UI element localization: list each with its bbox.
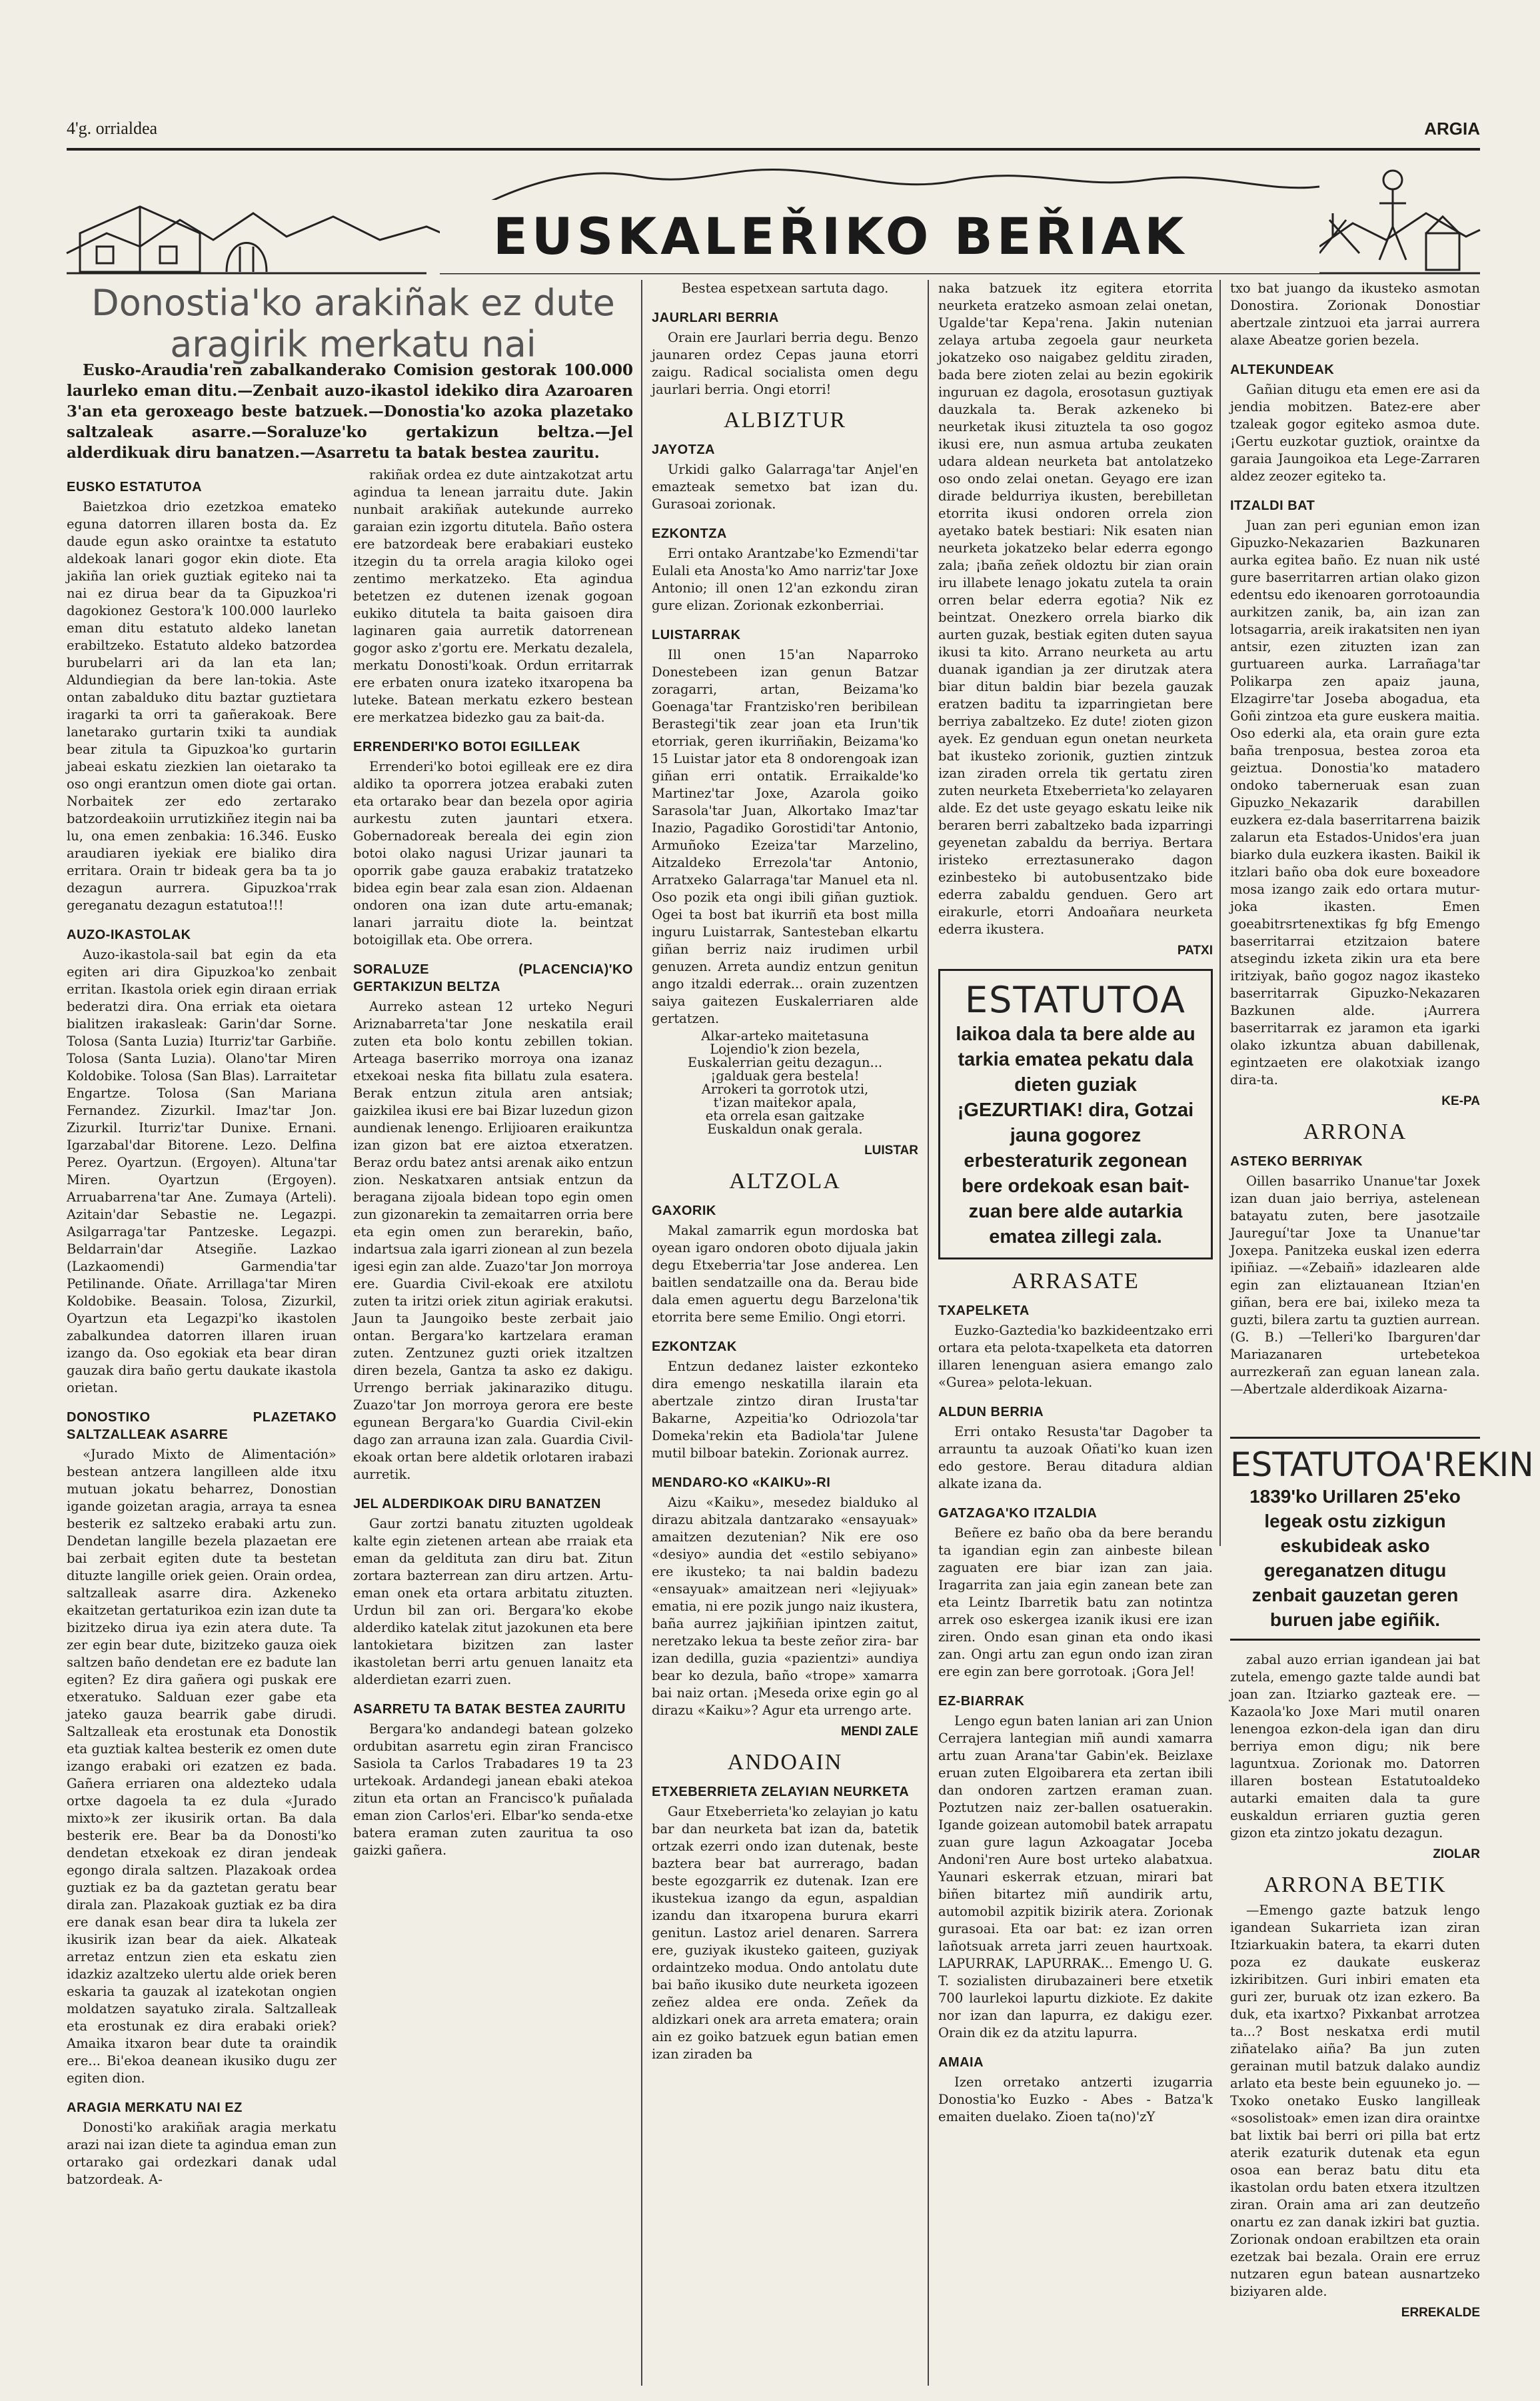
article-text: —Emengo gazte batzuk lengo igandean Sukarrieta izan ziran Itziarkuakin batera, ta ekarri duten poza ez daukate euskeraz izkiribitzen. Guri inbiri ematen eta guri zer, buruak otz izan ezkero. Ba duk, eta ixartxo? Pixkanbat arrotzea ta...? Bost neskatxa erdi mutil ziñatelako aiña? Ba jun zuten gerainan mutil batzuk dalako aundiz arlato eta beste bein eguuneko jo. —Txoko onetako Eusko langilleak «sosolistoak» emen izan dira oraintxe bat lixtik bai berri ori pilla bat ertz aterik ezaturik dutenak eta egun osoa ean beraz batu ditu eta ikastolan ordu baten etxera itzultzen ziran. Orain ama ari zan deutzeño onartu ez zan danak izkiri bat guztia. Zorionak ondoan erabiltzen eta orain ezetzak bai bezala. Orain ere erruz nutzaren egun batean ausnartzeko biziyaren alde. [1230, 1903, 1480, 2299]
statute-anniversary-box [1230, 1437, 1534, 1641]
article-text: Entzun dedanez laister ezkonteko dira emengo neskatilla ilarain eta abertzale zintzo diran Irusta'tar Bakarne, Azpeitia'ko Odriozola'tar Domeka'rekin eta Badiola'tar Julene mutil bilboar batekin. Zorionak aurrez. [652, 1359, 918, 1461]
town-heading: ALBIZTUR [723, 408, 847, 432]
article-text: Donosti'ko arakiñak aragia merkatu arazi nai izan diete ta agindua eman zun ortarako gai ordezkari danak udal batzordeak. A- [67, 2120, 337, 2187]
article-text: Orain ere Jaurlari berria degu. Benzo jaunaren ordez Cepas jauna etorri zaigu. Radical socialista omen degu jaurlari berria. Ongi etorri! [652, 330, 918, 397]
article-text: Bestea espetxean sartuta dago. [681, 281, 889, 296]
statbox-title: ESTATUTOA'REKIN [1230, 1445, 1534, 1484]
author-signature: KE-PA [1441, 1094, 1480, 1108]
column-4 [938, 280, 1213, 2386]
column-2 [353, 466, 633, 2386]
section-heading: EUSKO ESTATUTOA [67, 480, 203, 494]
lead-deck-box [67, 360, 633, 466]
lead-deck: Eusko-Araudia'ren zabalkanderako Comision gestorak 100.000 laurleko eman ditu.—Zenbait auzo-ikastol idekiko dira Azaroaren 3'an eta geroxeago beste batzuek.—Donostia'ko azoka plazetako saltzaleak asarre.—Soraluze'ko gertakizun beltza.—Jel alderdikuak diru banatzen.—Asarretu ta batak bestea zauritu. [67, 361, 633, 462]
verse-line: Arrokeri ta gorrotok utzi, [701, 1082, 869, 1097]
article-text: Bergara'ko andandegi batean golzeko ordubitan asarretu egin ziran Francisco Sasiola ta Carlos Trabadares 19 ta 23 urtekoak. Ardandegi janean ebaki atekoa zitun eta ortan an Francisco'k puñalada eman zion Carlos'eri. Elbar'ko senda-etxe batera eraman zuten zauritua ta oso gaizki gañera. [353, 1721, 633, 1858]
section-heading: DONOSTIKO PLAZETAKO SALTZALLEAK ASARRE [67, 1410, 337, 1442]
basque-figures-drawing [1319, 171, 1459, 270]
section-heading: TXAPELKETA [938, 1303, 1030, 1318]
article-text: Makal zamarrik egun mordoska bat oyean igaro ondoren oboto dijuala jakin degu Etxeberria'tar Jose anderea. Len baitlen sendatzaille ona da. Berau bide dala emen aguertu degu Barzelona'tik etorrita bere seme Emilio. Ongi etorri. [652, 1223, 918, 1325]
article-text: Aurreko astean 12 urteko Neguri Ariznabarreta'tar Jone neskatila erail zuten eta bolo kontu zebillen tokian. Arteaga baserriko morroya ona izanaz etxekoai neska fita billatu zula esatera. Berak entzun zitula aren antsiak; gaizkilea ikusi ere bai Bizar luzedun gizon aundienak lenengo. Erlijioaren eraikuntza izan gizon bat ere aiztoa etxeratzen. Beraz ordu batez antsi arenak aiko entzun zion. Neskatxaren antsiak entzun da beragana zijoala bidean topo egin omen zun gizonarekin ta zemaitarren orria bere eta egin omen zun berarekin, baño, indartsua zala igarri zionean al zun bezela igesi egin zan alde. Zuazo'tar Jon morroya ere. Guardia Civil-ekoak ere atxilotu zuten ta iritzi oriek zitun agiriak erakutsi. Jaun ta Jaungoiko beste zerbait jaio ontan. Bergara'ko kartzelara eraman zuten. Zentzunez guzti oriek itzaltzen diren bezela, Gantza ta asko ez dakigu. Urrengo berriak jakinaraziko ditugu. Zuazo'tar Jon morroya gerora ere beste egunean Bergara'ko Guardia Civil-ekin dago zan arrauna izan zala. Guardia Civil-ekoak ortan bere aldetik orlotaren irabazi aurretik. [353, 999, 633, 1482]
column-divider [928, 280, 929, 2386]
article-text: Ill onen 15'an Naparroko Donestebeen izan genun Batzar zoragarri, artan, Beizama'ko Goenaga'tar Frantzisko'ren beribilean Berastegi'tik zear joan eta Irun'tik etorriak, geren ikurriñakin, Beizama'ko 15 Luistar jator eta 8 ondorengoak izan giñan erri ontatik. Erraikalde'ko Martinez'tar Joxe, Azarola goiko Sarasola'tar Juan, Alkortako Imaz'tar Inazio, Pagadiko Gorostidi'tar Antonio, Armuñoko Ezeiza'tar Marzelino, Aitzaldeko Errezola'tar Antonio, Arratxeko Galarraga'tar Manuel eta nl. Oso pozik eta ongi ibili giñan guztiok. Ogei ta bost bat ikurriñ eta bost milla inguru Luistarrak, Santesteban elkartu giñan berriz naiz irudimen urbil genuzen. Arreta aundiz entzun genitun ango itzaldi ederrak... orain zuzentzen saiya gaitezen Euskalerriaren alde gertatzen. [652, 647, 918, 1026]
verse-line: Euskaldun onak gerala. [707, 1122, 863, 1137]
section-heading: ARAGIA MERKATU NAI EZ [67, 2100, 243, 2115]
section-heading: ALDUN BERRIA [938, 1405, 1044, 1419]
town-heading: ALTZOLA [729, 1169, 841, 1194]
column-1-body [67, 466, 337, 2386]
author-signature: LUISTAR [864, 1144, 918, 1158]
section-banner [67, 153, 1480, 280]
section-heading: ALTEKUNDEAK [1230, 363, 1335, 377]
lead-headline: Donostia'ko arakiñak ez dute aragirik merkatu nai [91, 282, 615, 365]
section-heading: ETXEBERRIETA ZELAYIAN NEURKETA [652, 1785, 910, 1799]
section-heading: EZKONTZA [652, 526, 727, 541]
statute-notice-box [938, 969, 1213, 1259]
column-3 [652, 280, 918, 2386]
article-text: zabal auzo errian igandean jai bat zutela, emengo gazte talde aundi bat joan zan. Itziarko gazteak ere. —Kazaola'ko Joxe Mari mutil onaren lenengoa ezkon-dela igan dan diru berriya emon digu; nik bere laguntxua. Zorionak mo. Datorren illaren bostean Estatutoaldeko autarki emaiten dala ta gure euskaldun erriaren guztia geren gizon eta zintzo jokatu dezagun. [1230, 1652, 1480, 1841]
section-heading: LUISTARRAK [652, 628, 741, 642]
article-text: Euzko-Gaztedia'ko bazkideentzako erri ortara eta pelota-txapelketa eta datorren illaren lenenguan asiera emango zalo «Gurea» pelota-lekuan. [938, 1323, 1213, 1390]
town-heading: ARRASATE [1012, 1269, 1140, 1293]
verse-line: Alkar-arteko maitetasuna [701, 1028, 869, 1044]
author-signature: MENDI ZALE [840, 1725, 918, 1739]
section-heading: ERRENDERI'KO BOTOI EGILLEAK [353, 740, 581, 754]
verse-line: Euskalerrian geitu dezagun... [687, 1055, 883, 1070]
page-number: 4'g. orrialdea [67, 119, 158, 138]
article-text: Beñere ez baño oba da bere berandu ta igandian egin zan ainbeste bilean zaguaten ere biar izan zan jaia. Iragarrita zan jaia egin zanean bete zan eta Leintz Ibarretik batu zan notintza arrek oso eskergea izanik ikusi ere izan ziren. Ondo esan ginan eta ondo ikasi zan. Ongi artu zan egun ondo izan ziran ere egin zan bere gorrotoak. ¡Gora Jel! [938, 1525, 1213, 1679]
section-heading: SORALUZE (PLACENCIA)'KO GERTAKIZUN BELTZA [353, 962, 633, 994]
article-text: Baietzkoa drio ezetzkoa emateko eguna datorren illaren bosta da. Ez daude egun asko oraintxe ta estatuto aldekoak lanari gogor ekin diote. Eta jakiña lan oriek guztiak egiteko nai ta nai ez dirua bear da ta Gipuzkoa'ri dagokionez Gestora'k 100.000 laurleko eman ditu estatuto aldeko lanetan erabiltzeko. Estatuto aldeko batzordea burubelarri ari da lan eta lan; Aldundiegian da bere lan-tokia. Aste ontan zabalduko ditu baztar guztietara iragarki ta orri ta gañerakoak. Bere lanetarako gurtarin txiki ta aundiak bear zitula ta Gipuzkoa'ko gurtarin jabeai eskatu ziezkien lan oietarako ta oso ongi erantzun omen diote gai ortan. Norbaitek zer edo zertarako batzordeakoiin urrutizkiñez itegin nai ba lu, ona emen zenbakia: 16.346. Eusko araudiaren iyekiak ere bialiko dira erritara. Orain tr bideak gera ba ta jo dezagun aurrera. Gipuzkoa'rrak gereganatu dezagun estatutoa!!! [67, 499, 337, 913]
article-text: Aizu «Kaiku», mesedez bialduko al dirazu abitzala dantzarako «ensayuak» amaitzen dezutenian? Nik ere oso «desiyo» aundia det «estilo sebiyano» ere ikusteko; ta nai baldin badezu «ensayuak» amaitzean neri «lejiyuak» ematia, ni ere pozik jungo naiz ikustera, baña aurrez jajkiñian ipintzen zaitut, neretzako lekua ta beste zeñor zira- bar izan dedilla, guzia «pazientzi» aundiya bear ko dezula, baño «trope» xamarra bai naiz ortan. ¡Meseda orixe egin go al dirazu «Kaiku»? Agur eta urrengo arte. [652, 1495, 918, 1718]
section-heading: ASARRETU TA BATAK BESTEA ZAURITU [353, 1702, 626, 1717]
column-divider [641, 280, 642, 2386]
section-heading: EZKONTZAK [652, 1339, 737, 1354]
article-text: Gaur Etxeberrieta'ko zelayian jo katu bar dan neurketa bat izan da, batetik ortzak ezerri ondo izan dutenak, beste baztera bear bat aurrerago, badan beste egozgarrik ez dutenak. Izan ere ikustekua izango da egun, aspaldian izandu dan itxaropena burura ekarri genitun. Lastoz ariel denaren. Sarrera ere, guziyak ikusteko gaiteen, guziyak ordaintzeko modua. Ondo antolatu dute bai baño ikusiko dute neurketa igozeen zeñez aldea ere onda. Zeñek da aldizkari onek ara arreta ematera; orain ain ez goiko batzuek egun batian emen izan ziraden ba [652, 1804, 918, 2062]
notice-title: ESTATUTOA [965, 979, 1186, 1021]
section-heading: JAURLARI BERRIA [652, 311, 779, 325]
article-text: Errenderi'ko botoi egilleak ere ez dira aldiko ta oporrera jotzea erabaki zuten eta ortarako bear dan bezela opor agiria aurkestu zuten jauntari etxera. Gobernadoreak bereala dei egin zion botoi olako nagusi Urizar jaunari ta oporrik gabe gauza erabakiz tratatzeko bidea egin bear zala esan zion. Aldaenan ondoren ona izan dute artu-emanak; lanari jarraitu diote la. beintzat botoigillak eta. Obe orrera. [353, 759, 633, 948]
article-text: rakiñak ordea ez dute aintzakotzat artu agindua ta lenean jarraitu dute. Jakin nunbait arakiñak autekunde aurreko garaian ezin izgortu ditutela. Baño ostera ere batzordeak bere erabakiari eusteko itzegin du ta orrela aragia kiloko ogei zentimo merkatzeko. Eta agindua betetzen ez dutenen izenak gogoan eukiko ditutela ta baita gaisoen dira laginaren gaia aurretik datorrenean gogor asko z'gortu ere. Merkatu dezalela, merkatu Donosti'koak. Ordun erritarrak ere erbaten onura izateko itxaropena ba luteke. Batean merkatu ezkero bestean ere merkatzea bidezko gau za bait-da. [353, 467, 633, 725]
article-text: Urkidi galko Galarraga'tar Anjel'en emazteak semetxo bat izan du. Gurasoai zorionak. [652, 462, 918, 512]
publication-name: ARGIA [1424, 119, 1480, 139]
section-heading: MENDARO-KO «KAIKU»-RI [652, 1475, 831, 1490]
section-heading: JEL ALDERDIKOAK DIRU BANATZEN [353, 1497, 601, 1511]
notice-text: laikoa dala ta bere alde au tarkia ematea pekatu dala dieten guziak ¡GEZURTIAK! dira, Gotzai jauna gogorez erbesteraturik zegonean bere ordekoak esan bait-zuan bere alde autarkia ematea zillegi zala. [956, 1024, 1195, 1247]
section-heading: EZ-BIARRAK [938, 1694, 1025, 1709]
town-heading: ARRONA [1303, 1120, 1407, 1144]
article-text: Auzo-ikastola-sail bat egin da eta egiten ari dira Gipuzkoa'ko zenbait erritan. Ikastola oriek egin diraan erriak bederatzi dira. Ona erriak eta oietara bialitzen irakasleak: Garin'dar Sorne. Tolosa (Santa Luzia) Iturriz'tar Garbiñe. Tolosa (Santa Luzia). Olano'tar Miren Koldobike. Tolosa (San Blas). Larraitetar Engartze. Tolosa (San Mariana Fernandez. Zizurkil. Imaz'tar Jon. Zizurkil. Iturriz'tar Dunixe. Ernani. Igarzabal'dar Bitorene. Lezo. Delfina Perez. Oyartzun. (Ergoyen). Altuna'tar Miren. Oyartzun (Ergoyen). Arruabarrena'tar Ane. Zumaya (Arteli). Azitain'dar Sebastie ne. Legazpi. Asilgarraga'tar Pantzeske. Legazpi. Beldarrain'dar Atsegiñe. Lazkao (Lazkaomendi) Garmendia'tar Petilinande. Oñate. Arrillaga'tar Miren Koldobike. Beasain. Tolosa, Zizurkil, Oyartzun eta Legazpi'ko ikastolen zabalkundea datorren illaren iruan izango da. Oso egokiak eta bear diran gauzak dira baño gertu daukate ikastola orietan. [67, 947, 337, 1395]
author-signature: ZIOLAR [1433, 1847, 1480, 1861]
section-heading: GAXORIK [652, 1203, 716, 1218]
running-header [67, 119, 1480, 145]
verse-line: Lojendio'k zion bezela, [710, 1042, 860, 1057]
section-title [493, 207, 1319, 267]
section-heading: GATZAGA'KO ITZALDIA [938, 1506, 1098, 1521]
town-heading: ANDOAIN [727, 1750, 843, 1775]
section-heading: ASTEKO BERRIYAK [1230, 1154, 1363, 1169]
farmhouse-drawing [80, 207, 267, 272]
author-signature: PATXI [1177, 944, 1213, 958]
article-text: Gaur zortzi banatu zituzten ugoldeak kalte egin zietenen artean abe rraiak eta eman da geldituta zan diru bat. Zitun zortara bazterrean zan diru artzen. Artu-eman onek eta ortara arbitatu zituzten. Urdun bil zan ori. Bergara'ko ekobe alderdiko katelak zitut jazokunen eta bere lantokietara bizitzen zan laster ikastoletan berri artu genuen lanaitz eta alderdietan ezarri zuen. [353, 1516, 633, 1687]
verse-line: t'izan maitekor apala, [713, 1095, 857, 1110]
section-heading: ITZALDI BAT [1230, 498, 1315, 513]
article-text: naka batzuek itz egitera etorrita neurketa eratzeko asmoan zelai onetan, Ugalde'tar Kepa'rena. Jakin nutenian zelaya artuba zegoela gaur neurketa jokatzeko oso naigabez gelditu ziraden, bada bere zioten zelai au bezin egokirik inguruan ez dagola, erosotasun guztiyak dauzkala ta. Berak azkeneko bi neurketak ikusi zituztela ta oso gogoz ikusi ere, nun asmua artuba zeukaten udara aldean neurketa bat antolatzeko oso ondo zelai onetan. Geyago ere izan dirade beldurriya ikusten, berebilletan etorrita ikusi ondoren orrela zion ayetako batek bestiari: Nik esaten nian neurketa jokatzeko belar ederra egongo zala; ¡baña zeñek oldoztu bir zian orain iru illabete lenago jokatu zutela ta orain orren belar ederra egotia? Nik ez beintzat. Onezkero orrela biarko dik aurten guzak, bestiak egiten duten sayua ikusi ta kito. Arrano neurketa au artu duanak igandian ja zer dirutzak atera biar ditun baldin biar bezela gauzak eratzen baditu ta izparringietan bere berriya zabaltzeko. Ez dute! zioten gizon ayek. Ez genduan egun onetan neurketa bat ikusteko zorionik, guztien zintzuk izan ziraden orrela tik gertatu ziren zuten neurketa Etxeberrieta'ko zelayaren alde. Ez det uste geyago eskatu leike nik beraren berri zabaltzeko bada izparringi geyenetan zabaldu da berriya. Bertara iristeko erreztasunerako dagon ezinbesteko bi autobusentzako bide ederra zabaldu genduen. Gero art eirakurle, etorri Andoañara neurketa ederra ikustera. [938, 281, 1213, 937]
verse-line: eta orrela esan gaitzake [705, 1108, 865, 1124]
verse-line: ¡galduak gera bestela! [710, 1068, 860, 1084]
section-heading: JAYOTZA [652, 442, 716, 457]
statbox-text: 1839'ko Urillaren 25'eko legeak ostu zizkigun eskubideak asko gereganatzen ditugu zenbait gauzetan geren buruen jabe egiñik. [1249, 1486, 1461, 1630]
article-text: «Jurado Mixto de Alimentación» bestean antzera langilleen alde itxu mutuan jokatu beharrez, Donostian igande goizetan aragia, arraya ta esnea besterik ez saltzeko erabaki artu zun. Dendetan langille bezela plazaetan ere bai zerbait egiten dute ta bestetan dituzte langille oriek geien. Orain ordea, saltzalleak asarre dira. Azkeneko ekaitzetan gertaturikoa ezin izan dute ta bizitzeko dirua iya ezin atera dute. Ta zer egin bear dute, bizitzeko gauza oiek saltzen baño dendetan ere ez badute lan egiten? Ez dira gañera ogi puskak ere etxeratuko. Salduan ezer gabe eta jateko gauza bearrik gabe dirudi. Saltzalleak eta erostunak eta Donostik eta guztiak kaltea besterik ez omen dute izango erabaki ori ezatzen ez bada. Gañera erriaren ona aldezteko udala ortxe dagoela ta ez dula «Jurado mixto»k zer ikusirik ortan. Ba dala besterik ere. Bear ba da Donosti'ko dendetan etxekoak ez diran jendeak egongo dirala saltzen. Plazakoak ordea guztiak ez ba da gaztetan geratu bear dirala zan. Plazakoak guztiak ez ba dira ere danak esan bear dira ta lukela zer ikusirik izan bear da aiek. Alkateak arretaz entzun zien eta eskatu zien idazkiz azaltzeko ulertu alde oriek beren eskaria ta gauzak al izatekotan ongien moldatzen sayatuko zirala. Saltzalleak eta erostunak ez dira erabaki oriek? Amaika itxaron bear dute ta oraindik ere... Bi'ekoa deanean ikusiko dugu zer egiten dion. [67, 1447, 337, 2086]
banner-title-text: EUSKALEŘIKO BEŘIAK [493, 207, 1188, 266]
article-text: Erri ontako Arantzabe'ko Ezmendi'tar Eulali eta Anosta'ko Amo narriz'tar Joxe Antonio; ill onen 12'an ezkondu ziran gure elizan. Zorionak ezkonberriai. [652, 546, 918, 613]
section-heading: AUZO-IKASTOLAK [67, 928, 191, 942]
column-divider [1219, 280, 1221, 1546]
header-rule [67, 148, 1480, 151]
section-heading: AMAIA [938, 2055, 984, 2070]
article-text: txo bat juango da ikusteko asmotan Donostira. Zorionak Donostiar abertzale zintzuoi eta jarrai aurrera alaxe Abeatze gorien bezela. [1230, 281, 1480, 348]
article-text: Izen orretako antzerti izugarria Donostia'ko Euzko - Abes - Batza'k emaiten duelako. Zioen ta(no)'zY [938, 2074, 1213, 2124]
article-text: Gañian ditugu eta emen ere asi da jendia mobitzen. Batez-ere aber tzaleak gogor egiteko asmoa dute. ¡Gertu euzkotar guztiok, oraintxe da garaia Jaungoikoa eta Lege-Zarraren aldez zeozer egiteko ta. [1230, 382, 1480, 484]
article-text: Oillen basarriko Unanue'tar Joxek izan duan jaio berriya, astelenean batayatu zuten, bere jasotzaile Jaureguí'tar Joxe ta Unanue'tar Joxepa. Panitzeka euskal izen ederra ipiñiaz. —«Zebaiñ» idazlearen alde egin zan eliztauanean Itzian'en giñan, bera ere bai, ixileko meza ta guzti, bilera zartu ta guztien aurrean. (G. B.) —Telleri'ko Ibarguren'dar Mariazanaren urtebetekoa aurrezkerañ zan eguan lanean zala. —Abertzale alderdikoak Aizarna- [1230, 1174, 1480, 1397]
town-heading: ARRONA BETIK [1263, 1873, 1447, 1897]
author-signature: ERREKALDE [1401, 2306, 1480, 2320]
article-text: Erri ontako Resusta'tar Dagober ta arrauntu ta auzoak Oñati'ko kuan izen edo gestore. Berau ditadura aldian alkate izana da. [938, 1424, 1213, 1491]
column-5-lower [1230, 1426, 1534, 2386]
article-text: Juan zan peri egunian emon izan Gipuzko-Nekazarien Bazkunaren aurka egitea baño. Ez nuan nik usté gure baserritarren artian olako gizon edentsu edo ikenoaren gorrotoaundia aurkitzen zanik, ba, ain izan zan lotsagarria, areik irakatsiten nen iyan antsir, ezen zituzten izan zan gurtuareen aurka. Larrañaga'tar Polikarpa zen apaiz jauna, Elzagirre'tar Joseba abogadua, eta Goñi zintzoa eta gure euskera maitia. Oso ederki ala, eta orain gure ezta baña trenposua, bestea zoroa eta geiztua. Donostia'ko matadero ondoko taberneruak esan zuan Gipuzko_Nekazarik darabillen euzkera ez-dala baserritarrena baizik zalarun eta Estados-Unidos'era juan biarko dula euzkera ikasten. Baikil ik itzlari baño oba dok eure boxeadore mosa izango zaik edo ortara mutur-joka ikasten. Emen goeabitrsrtenextikas fg bfg Emengo baserritarrai etzitzaion batere atsegindu izketa zikin ura eta bere iritziyak, baño gogoz nagoz ikasteko baserritarrak Gipuzko-Nekazaren Bazkunen alde. ¡Aurrera baserritarrak ez jaramon eta igarki olako izkuntza abuan dabillenak, egintzaeten ere olakotxiak izango dira-ta. [1230, 518, 1480, 1088]
article-text: Lengo egun baten lanian ari zan Union Cerrajera lantegian miñ aundi xamarra artu zuan Arana'tar Gabin'ek. Beizlaxe eruan zuten Elgoibarera eta zertan ibili dan ondoren zartzen eraman zuan. Poztutzen naiz zer-ballen osatuerakin. Igande goizean automobil batek arrapatu zuan gure lagun Azkoagatar Joceba Andoni'ren Aure bost urteko alabatxua. Yaunari eskerrak etzuan, mirari bat biñen bitartez miñ aundirik artu, automobil azpitik bizirik atera. Zorionak gurasoai. Eta oar bat: ez izan orren lañotsuak arreta jarri zeuen haurtxoak. LAPURRAK, LAPURRAK... Emengo U. G. T. sozialisten dirubazaineri bere etxetik 700 laurlekoi lapurtu dizkiote. Ez dakite nor izan dan lapurra, ez dakigu ezer. Orain dik ez da atzitu lapurra. [938, 1713, 1213, 2040]
